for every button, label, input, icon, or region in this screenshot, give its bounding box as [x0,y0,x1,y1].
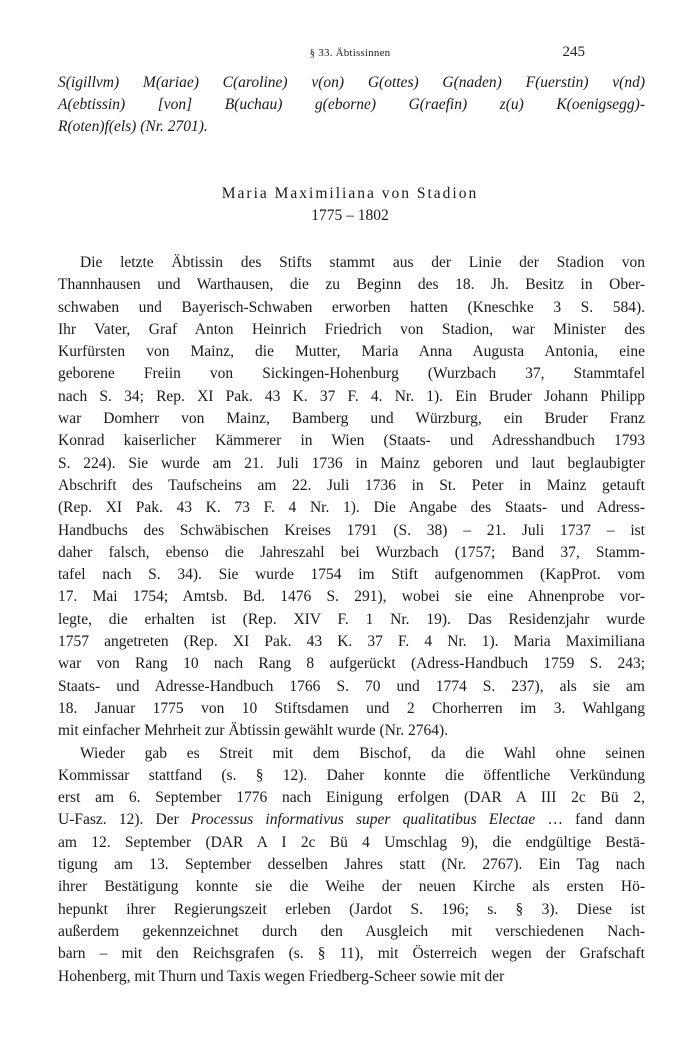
text-segment: … fand dann [535,811,646,829]
text-segment: U-Fasz. 12). Der [58,811,191,829]
text-segment: Kommissar stattfand (s. § 12). Daher konnte die öffentliche Verkündung [58,766,645,784]
paragraph-2 [58,743,645,988]
section-heading [0,183,700,227]
text-line [58,743,645,765]
text-line [58,809,645,831]
seal-line: S(igillvm) M(ariae) C(aroline) v(on) G(ottes) G(naden) F(uerstin) v(nd) [58,74,645,91]
page-number: 245 [562,44,585,60]
text-segment: ihrer Bestätigung konnte sie die Weihe der neuen Kirche als ersten Hö- [58,878,645,896]
text-line: daher falsch, ebenso die Jahreszahl bei Wurzbach (1757; Band 37, Stamm- [58,543,645,561]
text-line: war von Rang 10 nach Rang 8 aufgerückt (Adress-Handbuch 1759 S. 243; [58,655,645,673]
running-head-title: § 33. Äbtissinnen [309,47,391,59]
text-segment: außerdem gekennzeichnet durch den Ausgleich mit verschiedenen Nach- [58,922,645,940]
text-line: Abschrift des Taufscheins am 22. Juli 1736 in St. Peter in Mainz getauft [58,476,645,494]
text-line: mit einfacher Mehrheit zur Äbtissin gewählt wurde (Nr. 2764). [58,722,448,740]
text-line [58,854,645,876]
text-line [58,787,645,809]
seal-line: A(ebtissin) [von] B(uchau) g(eborne) G(raefin) z(u) K(oenigsegg)- [58,96,645,113]
text-segment: am 12. September (DAR A I 2c Bü 4 Umschlag 9), die endgültige Bestä- [58,833,645,851]
text-line: legte, die erhalten ist (Rep. XIV F. 1 Nr. 19). Das Residenzjahr wurde [58,610,645,628]
text-line: schwaben und Bayerisch-Schwaben erworben hatten (Kneschke 3 S. 584). [58,298,645,316]
text-line: Staats- und Adresse-Handbuch 1766 S. 70 und 1774 S. 237), als sie am [58,677,645,695]
text-line: war Domherr von Mainz, Bamberg und Würzburg, ein Bruder Franz [58,410,645,428]
text-line [58,832,645,854]
text-segment: hepunkt ihrer Regierungszeit erleben (Jardot S. 196; s. § 3). Diese ist [58,900,645,918]
text-line: 17. Mai 1754; Amtsb. Bd. 1476 S. 291), wobei sie eine Ahnenprobe vor- [58,588,645,606]
text-line: Konrad kaiserlicher Kämmerer in Wien (Staats- und Adresshandbuch 1793 [58,432,645,450]
text-line: (Rep. XI Pak. 43 K. 73 F. 4 Nr. 1). Die Angabe des Staats- und Adress- [58,499,645,517]
italic-title: Processus informativus super qualitatibus Electae [190,811,536,829]
text-line [58,943,645,965]
text-line: 1757 angetreten (Rep. XI Pak. 43 K. 37 F. 4 Nr. 1). Maria Maximiliana [58,633,645,651]
text-segment: barn – mit den Reichsgrafen (s. § 11), mit Österreich wegen der Grafschaft [58,945,645,963]
text-line [58,966,645,988]
text-line: tafel nach S. 34). Sie wurde 1754 im Stift aufgenommen (KapProt. vom [58,566,645,584]
seal-line: R(oten)f(els) (Nr. 2701). [58,118,208,135]
text-line: nach S. 34; Rep. XI Pak. 43 K. 37 F. 4. Nr. 1). Ein Bruder Johann Philipp [58,387,645,405]
text-line [58,876,645,898]
text-segment: Hohenberg, mit Thurn und Taxis wegen Friedberg-Scheer sowie mit der [58,967,505,985]
text-segment: tigung am 13. September desselben Jahres statt (Nr. 2767). Ein Tag nach [58,856,645,874]
text-line: Ihr Vater, Graf Anton Heinrich Friedrich von Stadion, war Minister des [58,320,645,338]
text-line: geborene Freiin von Sickingen-Hohenburg (Wurzbach 37, Stammtafel [58,365,645,383]
text-line: Handbuchs des Schwäbischen Kreises 1791 (S. 38) – 21. Juli 1737 – ist [58,521,645,539]
paragraph-1 [58,252,645,743]
text-line: Thannhausen und Warthausen, die zu Beginn des 18. Jh. Besitz in Ober- [58,276,645,294]
seal-inscription [58,72,645,138]
body-text [58,252,645,988]
text-line: Kurfürsten von Mainz, die Mutter, Maria Anna Augusta Antonia, eine [58,343,645,361]
text-line [58,765,645,787]
text-line [58,899,645,921]
abbess-name: Maria Maximiliana von Stadion [221,185,479,202]
text-line: 18. Januar 1775 von 10 Stiftsdamen und 2 Chorherren im 3. Wahlgang [58,699,645,717]
text-line: S. 224). Sie wurde am 21. Juli 1736 in Mainz geboren und laut beglaubigter [58,454,645,472]
running-head [0,44,700,64]
text-segment: Wieder gab es Streit mit dem Bischof, da die Wahl ohne seinen [80,744,645,762]
text-line: Die letzte Äbtissin des Stifts stammt aus der Linie der Stadion von [80,254,645,271]
text-line [58,921,645,943]
text-segment: erst am 6. September 1776 nach Einigung erfolgen (DAR A III 2c Bü 2, [58,789,645,807]
reign-years: 1775 – 1802 [311,207,389,224]
